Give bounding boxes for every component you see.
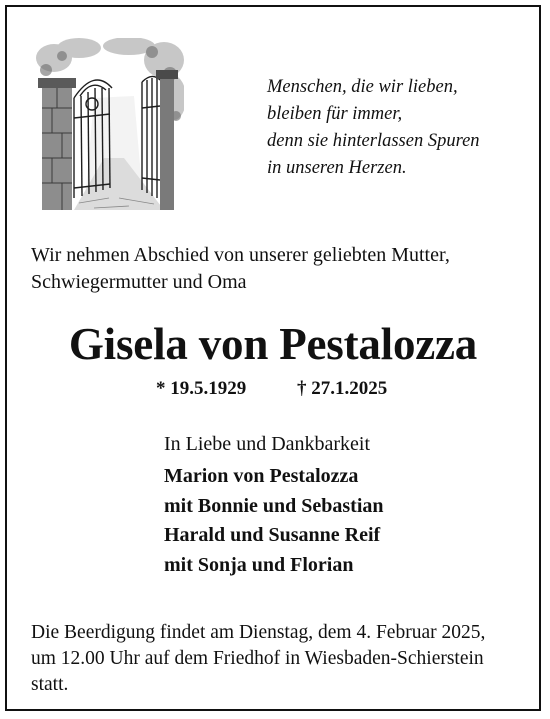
closing-phrase: In Liebe und Dankbarkeit <box>164 433 371 455</box>
death-date: † 27.1.2025 <box>297 378 388 399</box>
poem-line: Menschen, die wir lieben, <box>267 77 458 97</box>
family-member-line: Marion von Pestalozza <box>164 465 359 487</box>
poem-line: in unseren Herzen. <box>267 158 407 178</box>
family-member-line: Harald und Susanne Reif <box>164 524 381 546</box>
family-list <box>164 462 384 580</box>
family-member-line: mit Sonja und Florian <box>164 553 354 576</box>
poem-line: bleiben für immer, <box>267 104 403 124</box>
deceased-name: Gisela von Pestalozza <box>68 319 478 369</box>
garden-gate-illustration <box>34 38 184 210</box>
poem-line: denn sie hinterlassen Spuren <box>267 131 480 151</box>
intro-line: Wir nehmen Abschied von unserer geliebten Mutter, <box>31 244 450 266</box>
poem <box>267 74 517 182</box>
intro-text <box>31 242 531 296</box>
funeral-line: statt. <box>31 674 69 695</box>
birth-date: * 19.5.1929 <box>156 378 247 399</box>
funeral-line: um 12.00 Uhr auf dem Friedhof in Wiesbaden-Schierstein <box>31 648 484 669</box>
funeral-info <box>31 620 536 698</box>
intro-line: Schwiegermutter und Oma <box>31 271 247 293</box>
family-member-line: mit Bonnie und Sebastian <box>164 494 384 517</box>
funeral-line: Die Beerdigung findet am Dienstag, dem 4. Februar 2025, <box>31 622 486 643</box>
